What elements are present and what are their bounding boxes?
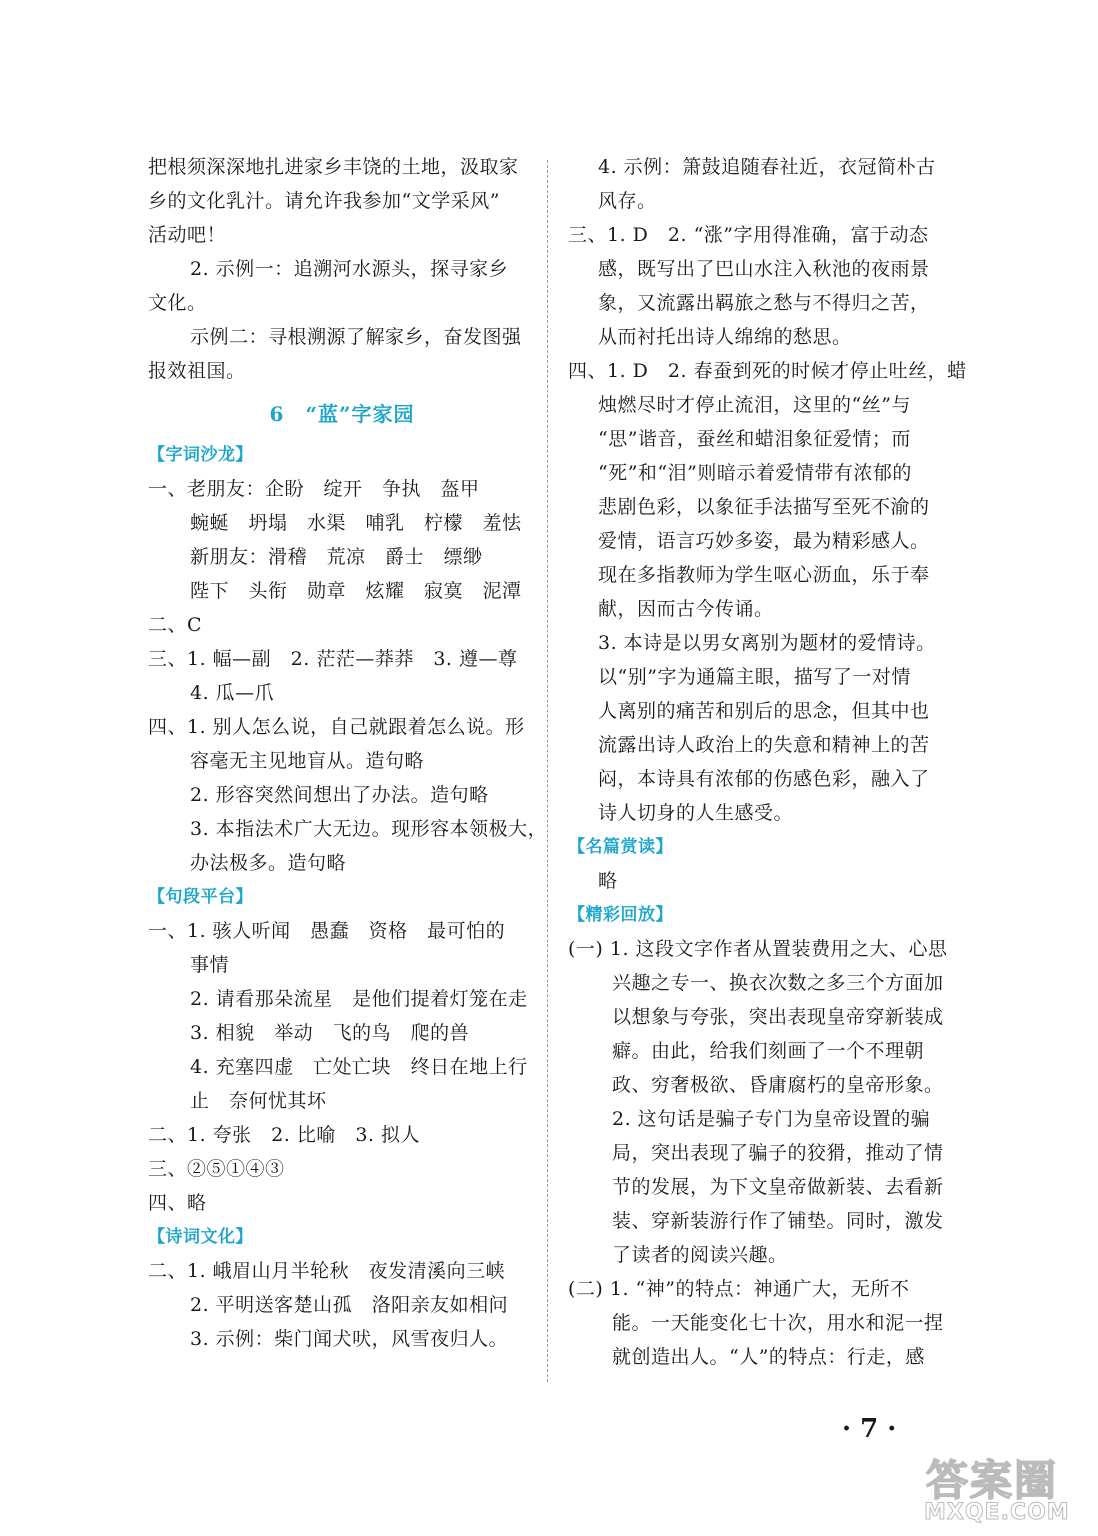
text-line: 了读者的阅读兴趣。 [612, 1244, 788, 1266]
watermark-en: MXQE.COM [924, 1500, 1070, 1525]
text-line: 示例二：寻根溯源了解家乡，奋发图强 [190, 326, 522, 348]
text-line: 文化。 [148, 292, 207, 314]
text-line: 2. 平明送客楚山孤 洛阳亲友如相问 [190, 1294, 509, 1316]
text-line: 3. 本诗是以男女离别为题材的爱情诗。 [598, 632, 936, 654]
section-tag: 【诗词文化】 [148, 1227, 253, 1247]
text-line: 四、略 [148, 1192, 207, 1214]
text-line: 报效祖国。 [148, 360, 246, 382]
text-line: 事情 [190, 954, 230, 976]
text-line: 4. 充塞四虚 亡处亡块 终日在地上行 [190, 1056, 528, 1078]
text-line: 3. 示例：柴门闻犬吠，风雪夜归人。 [190, 1328, 509, 1350]
text-line: 装、穿新装游行作了铺垫。同时，激发 [612, 1210, 944, 1232]
text-line: 以“别”字为通篇主眼，描写了一对情 [598, 666, 911, 688]
text-line: 悲剧色彩，以象征手法描写至死不渝的 [598, 496, 930, 518]
column-divider [547, 160, 548, 1382]
section-tag: 【精彩回放】 [568, 905, 673, 925]
text-line: 二、C [148, 614, 203, 636]
text-line: 二、1. 峨眉山月半轮秋 夜发清溪向三峡 [148, 1260, 506, 1282]
text-line: 止 奈何忧其坏 [190, 1090, 327, 1112]
text-line: 三、1. 幅—副 2. 茫茫—莽莽 3. 遵—尊 [148, 648, 518, 670]
text-line: 风存。 [598, 190, 657, 212]
left-column [148, 150, 548, 1356]
text-line: 现在多指教师为学生呕心沥血，乐于奉 [598, 564, 930, 586]
text-line: 四、1. 别人怎么说，自己就跟着怎么说。形 [148, 716, 525, 738]
text-line: (一) 1. 这段文字作者从置装费用之大、心思 [568, 938, 948, 960]
text-line: 三、1. D 2. “涨”字用得准确，富于动态 [568, 224, 929, 246]
text-line: 兴趣之专一、换衣次数之多三个方面加 [612, 972, 944, 994]
section-tag: 【字词沙龙】 [148, 445, 253, 465]
page-number: · 7 · [842, 1414, 897, 1444]
text-line: 一、老朋友：企盼 绽开 争执 盔甲 [148, 478, 480, 500]
text-line: 政、穷奢极欲、昏庸腐朽的皇帝形象。 [612, 1074, 944, 1096]
text-line: 4. 示例：箫鼓追随春社近，衣冠简朴古 [598, 156, 936, 178]
text-line: 癖。由此，给我们刻画了一个不理朝 [612, 1040, 925, 1062]
section-tag: 【名篇赏读】 [568, 837, 673, 857]
section-heading: 6 “蓝”字家园 [269, 402, 415, 426]
text-line: 陛下 头衔 勋章 炫耀 寂寞 泥潭 [190, 580, 522, 602]
text-line: 四、1. D 2. 春蚕到死的时候才停止吐丝，蜡 [568, 360, 967, 382]
text-line: 象，又流露出羁旅之愁与不得归之苦， [598, 292, 930, 314]
text-line: 局，突出表现了骗子的狡猾，推动了情 [612, 1142, 944, 1164]
text-line: 节的发展，为下文皇帝做新装、去看新 [612, 1176, 944, 1198]
text-line: 感，既写出了巴山水注入秋池的夜雨景 [598, 258, 930, 280]
text-line: 蜿蜒 坍塌 水渠 哺乳 柠檬 羞怯 [190, 512, 522, 534]
text-line: 献，因而古今传诵。 [598, 598, 774, 620]
watermark-logo [918, 1448, 1088, 1530]
text-line: 烛燃尽时才停止流泪，这里的“丝”与 [598, 394, 911, 416]
right-column [568, 150, 967, 1374]
text-line: 以想象与夸张，突出表现皇帝穿新装成 [612, 1006, 944, 1028]
text-line: 流露出诗人政治上的失意和精神上的苦 [598, 734, 930, 756]
text-line: 办法极多。造句略 [190, 852, 347, 874]
section-tag: 【句段平台】 [148, 887, 253, 907]
text-line: “思”谐音，蚕丝和蜡泪象征爱情；而 [598, 428, 911, 450]
text-line: 2. 形容突然间想出了办法。造句略 [190, 784, 489, 806]
text-line: 诗人切身的人生感受。 [598, 802, 794, 824]
text-line: (二) 1. “神”的特点：神通广大，无所不 [568, 1278, 910, 1300]
text-line: 2. 请看那朵流星 是他们提着灯笼在走 [190, 988, 528, 1010]
text-line: 2. 示例一：追溯河水源头，探寻家乡 [190, 258, 509, 280]
text-line: 人离别的痛苦和别后的思念，但其中也 [598, 700, 930, 722]
text-line: 新朋友：滑稽 荒凉 爵士 缥缈 [190, 546, 483, 568]
text-line: 2. 这句话是骗子专门为皇帝设置的骗 [612, 1108, 931, 1130]
text-line: 乡的文化乳汁。请允许我参加“文学采风” [148, 190, 500, 212]
text-line: 爱情，语言巧妙多姿，最为精彩感人。 [598, 530, 930, 552]
text-line: 从而衬托出诗人绵绵的愁思。 [598, 326, 852, 348]
text-line: 二、1. 夸张 2. 比喻 3. 拟人 [148, 1124, 421, 1146]
text-line: 一、1. 骇人听闻 愚蠢 资格 最可怕的 [148, 920, 506, 942]
text-line: 容毫无主见地盲从。造句略 [190, 750, 425, 772]
text-line: 能。一天能变化七十次，用水和泥一捏 [612, 1312, 944, 1334]
text-line: 3. 本指法术广大无边。现形容本领极大， [190, 818, 548, 840]
text-line: 闷，本诗具有浓郁的伤感色彩，融入了 [598, 768, 930, 790]
text-line: 就创造出人。“人”的特点：行走，感 [612, 1346, 925, 1368]
text-line: “死”和“泪”则暗示着爱情带有浓郁的 [598, 462, 912, 484]
text-line: 3. 相貌 举动 飞的鸟 爬的兽 [190, 1022, 470, 1044]
text-line: 三、②⑤①④③ [148, 1158, 285, 1180]
text-line: 略 [598, 870, 618, 892]
text-line: 活动吧！ [148, 224, 227, 246]
watermark-cn: 答案圈 [926, 1456, 1059, 1505]
text-line: 把根须深深地扎进家乡丰饶的土地，汲取家 [148, 156, 519, 178]
text-line: 4. 瓜—爪 [190, 682, 275, 704]
